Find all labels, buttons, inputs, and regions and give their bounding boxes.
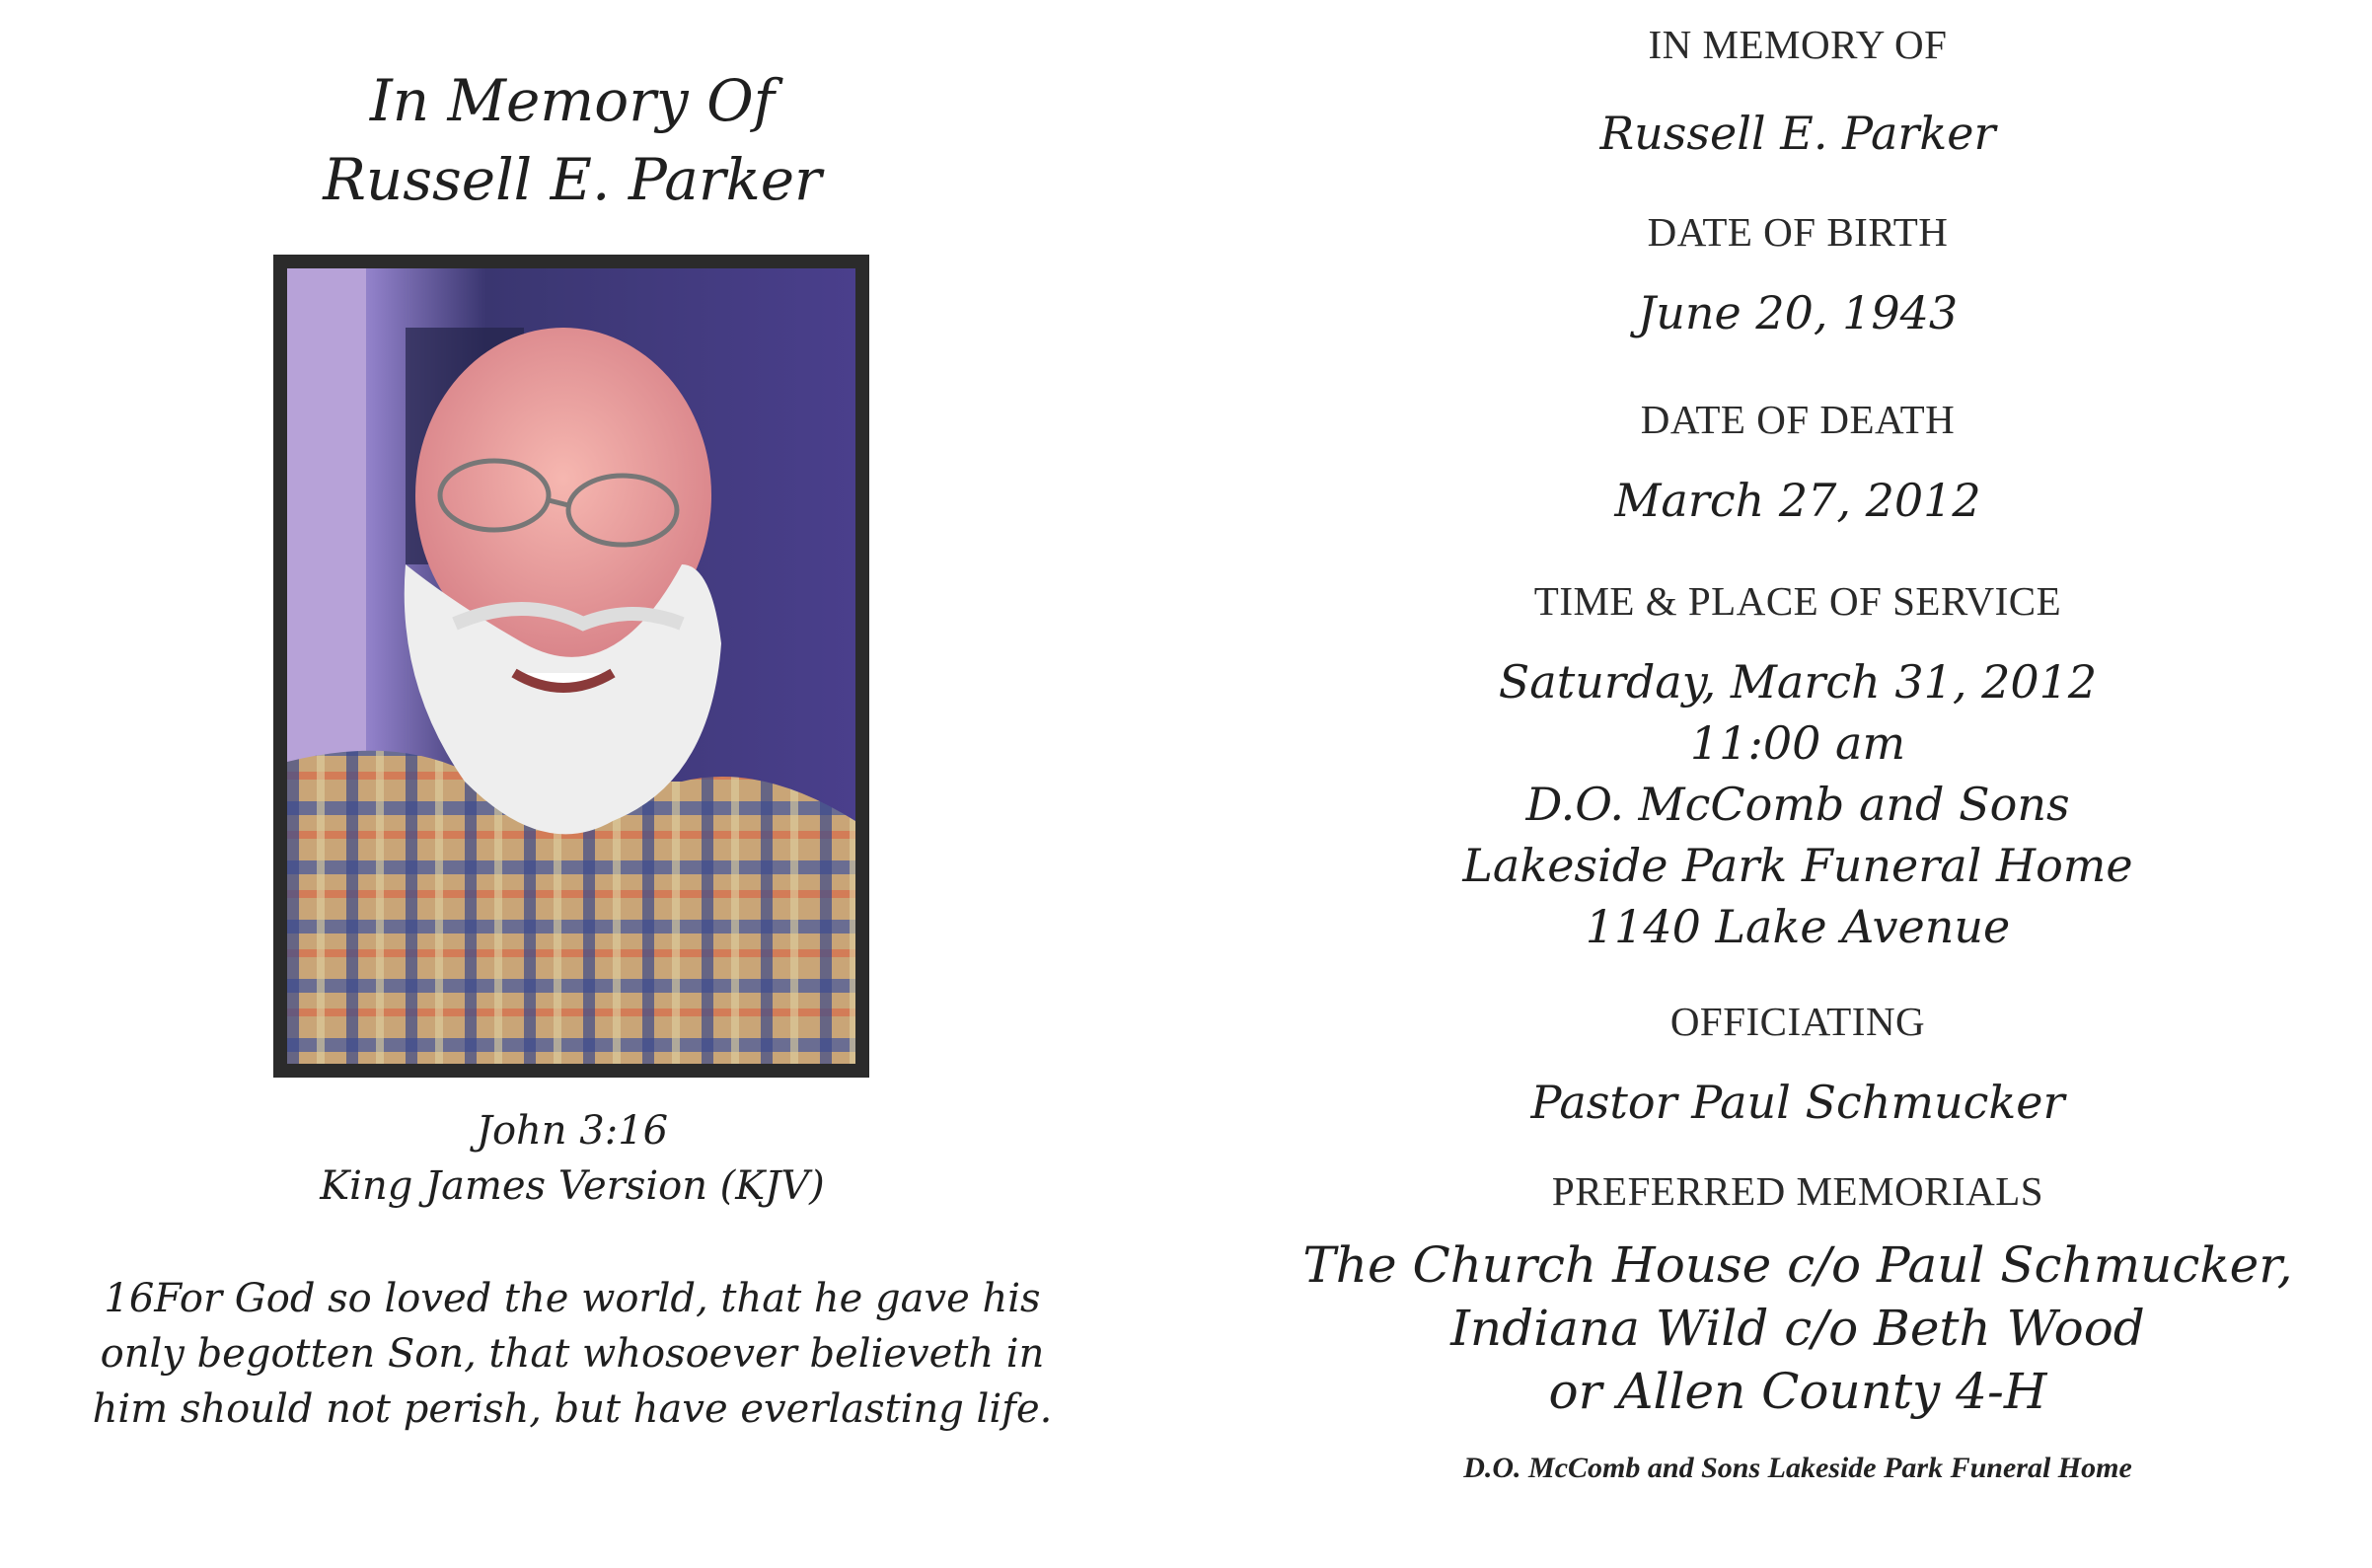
date-of-birth-label: DATE OF BIRTH bbox=[1647, 209, 1949, 255]
scripture-citation: John 3:16 bbox=[476, 1108, 669, 1154]
service-venue: D.O. McComb and Sons bbox=[1525, 778, 2070, 831]
verse-line: 16For God so loved the world, that he gave his bbox=[104, 1276, 1041, 1321]
date-of-birth: June 20, 1943 bbox=[1637, 286, 1959, 339]
funeral-home-footer: D.O. McComb and Sons Lakeside Park Funeral Home bbox=[1463, 1452, 2132, 1484]
memorials-label: PREFERRED MEMORIALS bbox=[1551, 1168, 2044, 1214]
officiating-label: OFFICIATING bbox=[1669, 999, 1926, 1044]
officiant-name: Pastor Paul Schmucker bbox=[1530, 1076, 2065, 1129]
scripture-version: King James Version (KJV) bbox=[320, 1163, 825, 1209]
verse-line: him should not perish, but have everlasting life. bbox=[92, 1386, 1053, 1432]
memorial-title bbox=[0, 61, 1145, 219]
service-details bbox=[1223, 651, 2372, 957]
portrait-photo bbox=[287, 268, 855, 1064]
memorial-line: or Allen County 4-H bbox=[1548, 1363, 2047, 1420]
memorials-list bbox=[1223, 1233, 2372, 1423]
memorial-line: The Church House c/o Paul Schmucker, bbox=[1302, 1236, 2293, 1294]
right-panel bbox=[1223, 0, 2372, 1568]
in-memory-label: IN MEMORY OF bbox=[1648, 22, 1948, 67]
scripture-reference bbox=[0, 1103, 1145, 1214]
photo-frame bbox=[273, 255, 869, 1078]
date-of-death-label: DATE OF DEATH bbox=[1640, 397, 1956, 442]
service-venue-name: Lakeside Park Funeral Home bbox=[1462, 839, 2133, 892]
service-time: 11:00 am bbox=[1689, 716, 1906, 770]
scripture-verse bbox=[0, 1271, 1145, 1437]
date-of-death: March 27, 2012 bbox=[1614, 474, 1981, 527]
title-line-in-memory: In Memory Of bbox=[369, 67, 776, 134]
service-date: Saturday, March 31, 2012 bbox=[1498, 655, 2098, 709]
memorial-line: Indiana Wild c/o Beth Wood bbox=[1450, 1300, 2145, 1357]
deceased-name: Russell E. Parker bbox=[1599, 107, 1996, 160]
verse-line: only begotten Son, that whosoever believeth in bbox=[100, 1331, 1045, 1377]
title-line-name: Russell E. Parker bbox=[323, 146, 822, 213]
service-address: 1140 Lake Avenue bbox=[1585, 900, 2011, 953]
service-label: TIME & PLACE OF SERVICE bbox=[1533, 578, 2062, 624]
